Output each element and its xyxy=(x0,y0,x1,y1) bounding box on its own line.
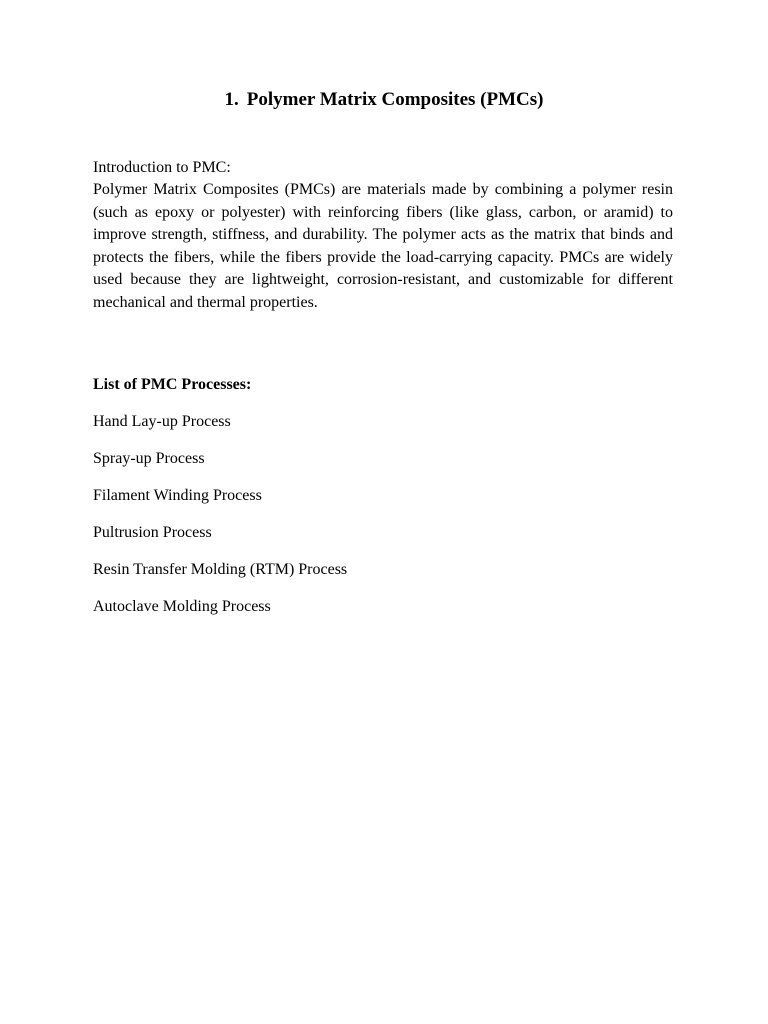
title-text: Polymer Matrix Composites (PMCs) xyxy=(246,89,544,110)
process-item-spray-up: Spray-up Process xyxy=(93,450,205,467)
intro-heading: Introduction to PMC: xyxy=(93,159,231,176)
process-list-heading: List of PMC Processes: xyxy=(93,376,252,393)
intro-paragraph: Polymer Matrix Composites (PMCs) are materials made by combining a polymer resin (such as epoxy or polyester) with reinforcing fibers (like glass, carbon, or aramid) to improve strength, stiffness, and durability. The polymer acts as the matrix that binds and protects the fibers, while the fibers provide the load-carrying capacity. PMCs are widely used because they are lightweight, corrosion-resistant, and customizable for different mechanical and thermal properties. xyxy=(93,181,673,311)
process-list xyxy=(93,411,347,633)
process-item-hand-lay-up: Hand Lay-up Process xyxy=(93,413,231,430)
title-number: 1. xyxy=(224,89,239,110)
process-item-filament-winding: Filament Winding Process xyxy=(93,487,262,504)
page-title xyxy=(0,88,768,112)
process-item-rtm: Resin Transfer Molding (RTM) Process xyxy=(93,561,348,578)
process-item-autoclave: Autoclave Molding Process xyxy=(93,598,271,615)
process-item-pultrusion: Pultrusion Process xyxy=(93,524,212,541)
